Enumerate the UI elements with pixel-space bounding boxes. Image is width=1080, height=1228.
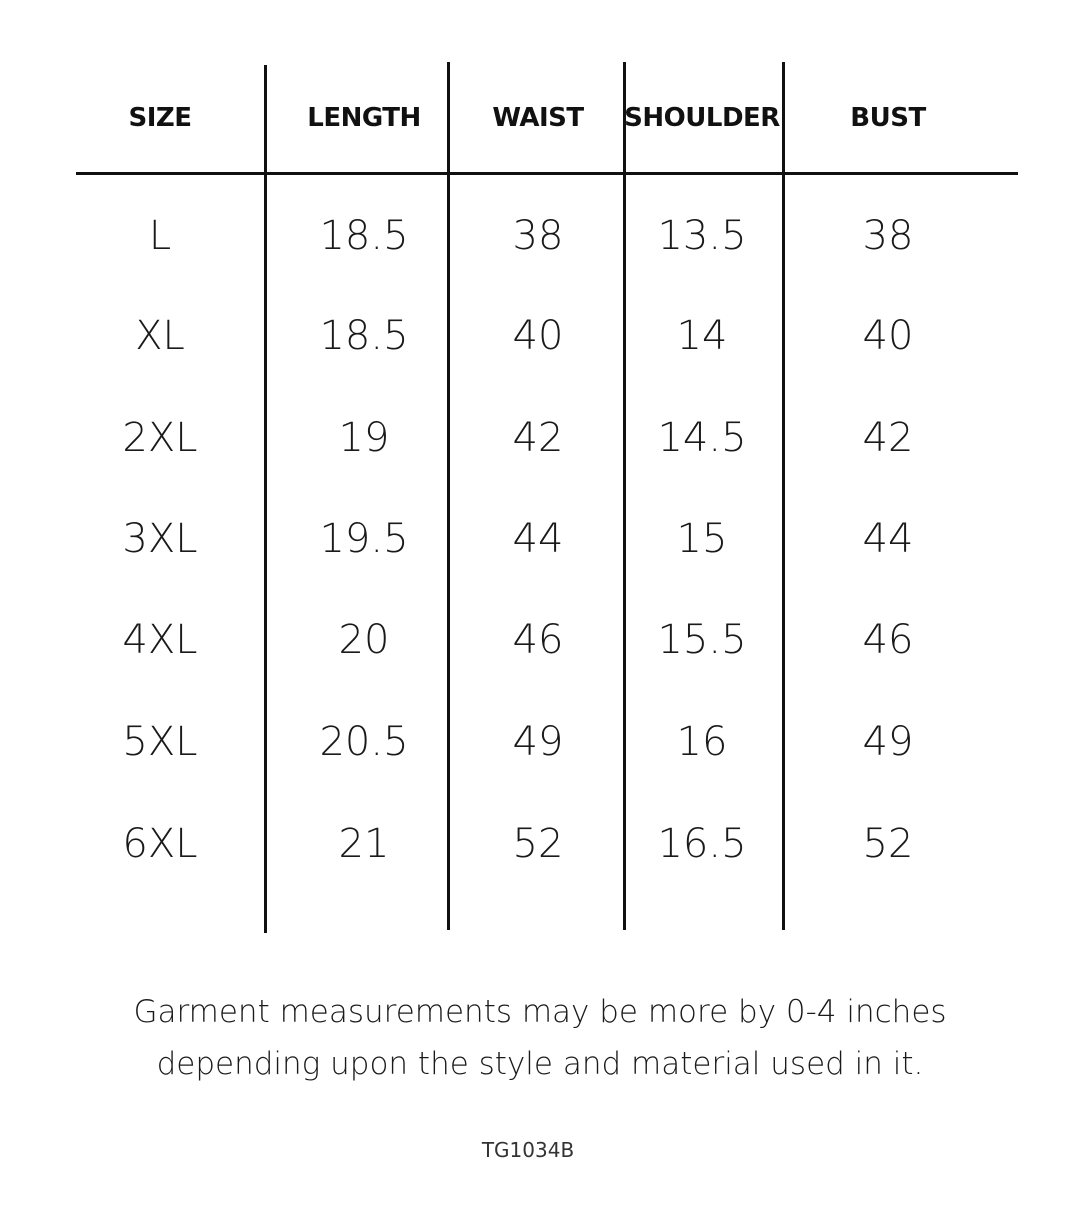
cell-shoulder: 16.5 <box>657 821 747 867</box>
cell-shoulder: 14.5 <box>657 415 747 461</box>
cell-size: L <box>148 213 172 259</box>
cell-length: 20 <box>338 617 390 663</box>
cell-length: 21 <box>338 821 390 867</box>
cell-size: 3XL <box>122 516 198 562</box>
cell-size: 4XL <box>122 617 198 663</box>
column-header-size: SIZE <box>128 103 192 133</box>
cell-bust: 44 <box>862 516 914 562</box>
cell-waist: 49 <box>512 719 564 765</box>
column-divider-1 <box>264 65 267 933</box>
cell-bust: 52 <box>862 821 914 867</box>
cell-length: 20.5 <box>319 719 409 765</box>
column-divider-2 <box>447 62 450 930</box>
column-header-length: LENGTH <box>307 103 421 133</box>
cell-size: 6XL <box>122 821 198 867</box>
cell-waist: 52 <box>512 821 564 867</box>
column-header-bust: BUST <box>850 103 926 133</box>
cell-length: 18.5 <box>319 213 409 259</box>
cell-waist: 46 <box>512 617 564 663</box>
cell-shoulder: 13.5 <box>657 213 747 259</box>
cell-waist: 44 <box>512 516 564 562</box>
cell-shoulder: 16 <box>676 719 728 765</box>
cell-length: 19 <box>338 415 390 461</box>
cell-bust: 49 <box>862 719 914 765</box>
column-header-shoulder: SHOULDER <box>624 103 780 133</box>
cell-shoulder: 15.5 <box>657 617 747 663</box>
cell-bust: 46 <box>862 617 914 663</box>
cell-bust: 42 <box>862 415 914 461</box>
cell-shoulder: 15 <box>676 516 728 562</box>
measurement-note-line-1: Garment measurements may be more by 0-4 inches <box>133 994 947 1030</box>
column-divider-3 <box>623 62 626 930</box>
header-divider <box>76 172 1018 175</box>
cell-bust: 38 <box>862 213 914 259</box>
cell-size: 5XL <box>122 719 198 765</box>
cell-shoulder: 14 <box>676 313 728 359</box>
measurement-note-line-2: depending upon the style and material used in it. <box>156 1046 924 1082</box>
cell-length: 18.5 <box>319 313 409 359</box>
cell-length: 19.5 <box>319 516 409 562</box>
column-divider-4 <box>782 62 785 930</box>
column-header-waist: WAIST <box>492 103 584 133</box>
cell-waist: 38 <box>512 213 564 259</box>
cell-size: 2XL <box>122 415 198 461</box>
cell-waist: 40 <box>512 313 564 359</box>
cell-size: XL <box>135 313 185 359</box>
cell-bust: 40 <box>862 313 914 359</box>
product-code: TG1034B <box>481 1138 575 1162</box>
cell-waist: 42 <box>512 415 564 461</box>
